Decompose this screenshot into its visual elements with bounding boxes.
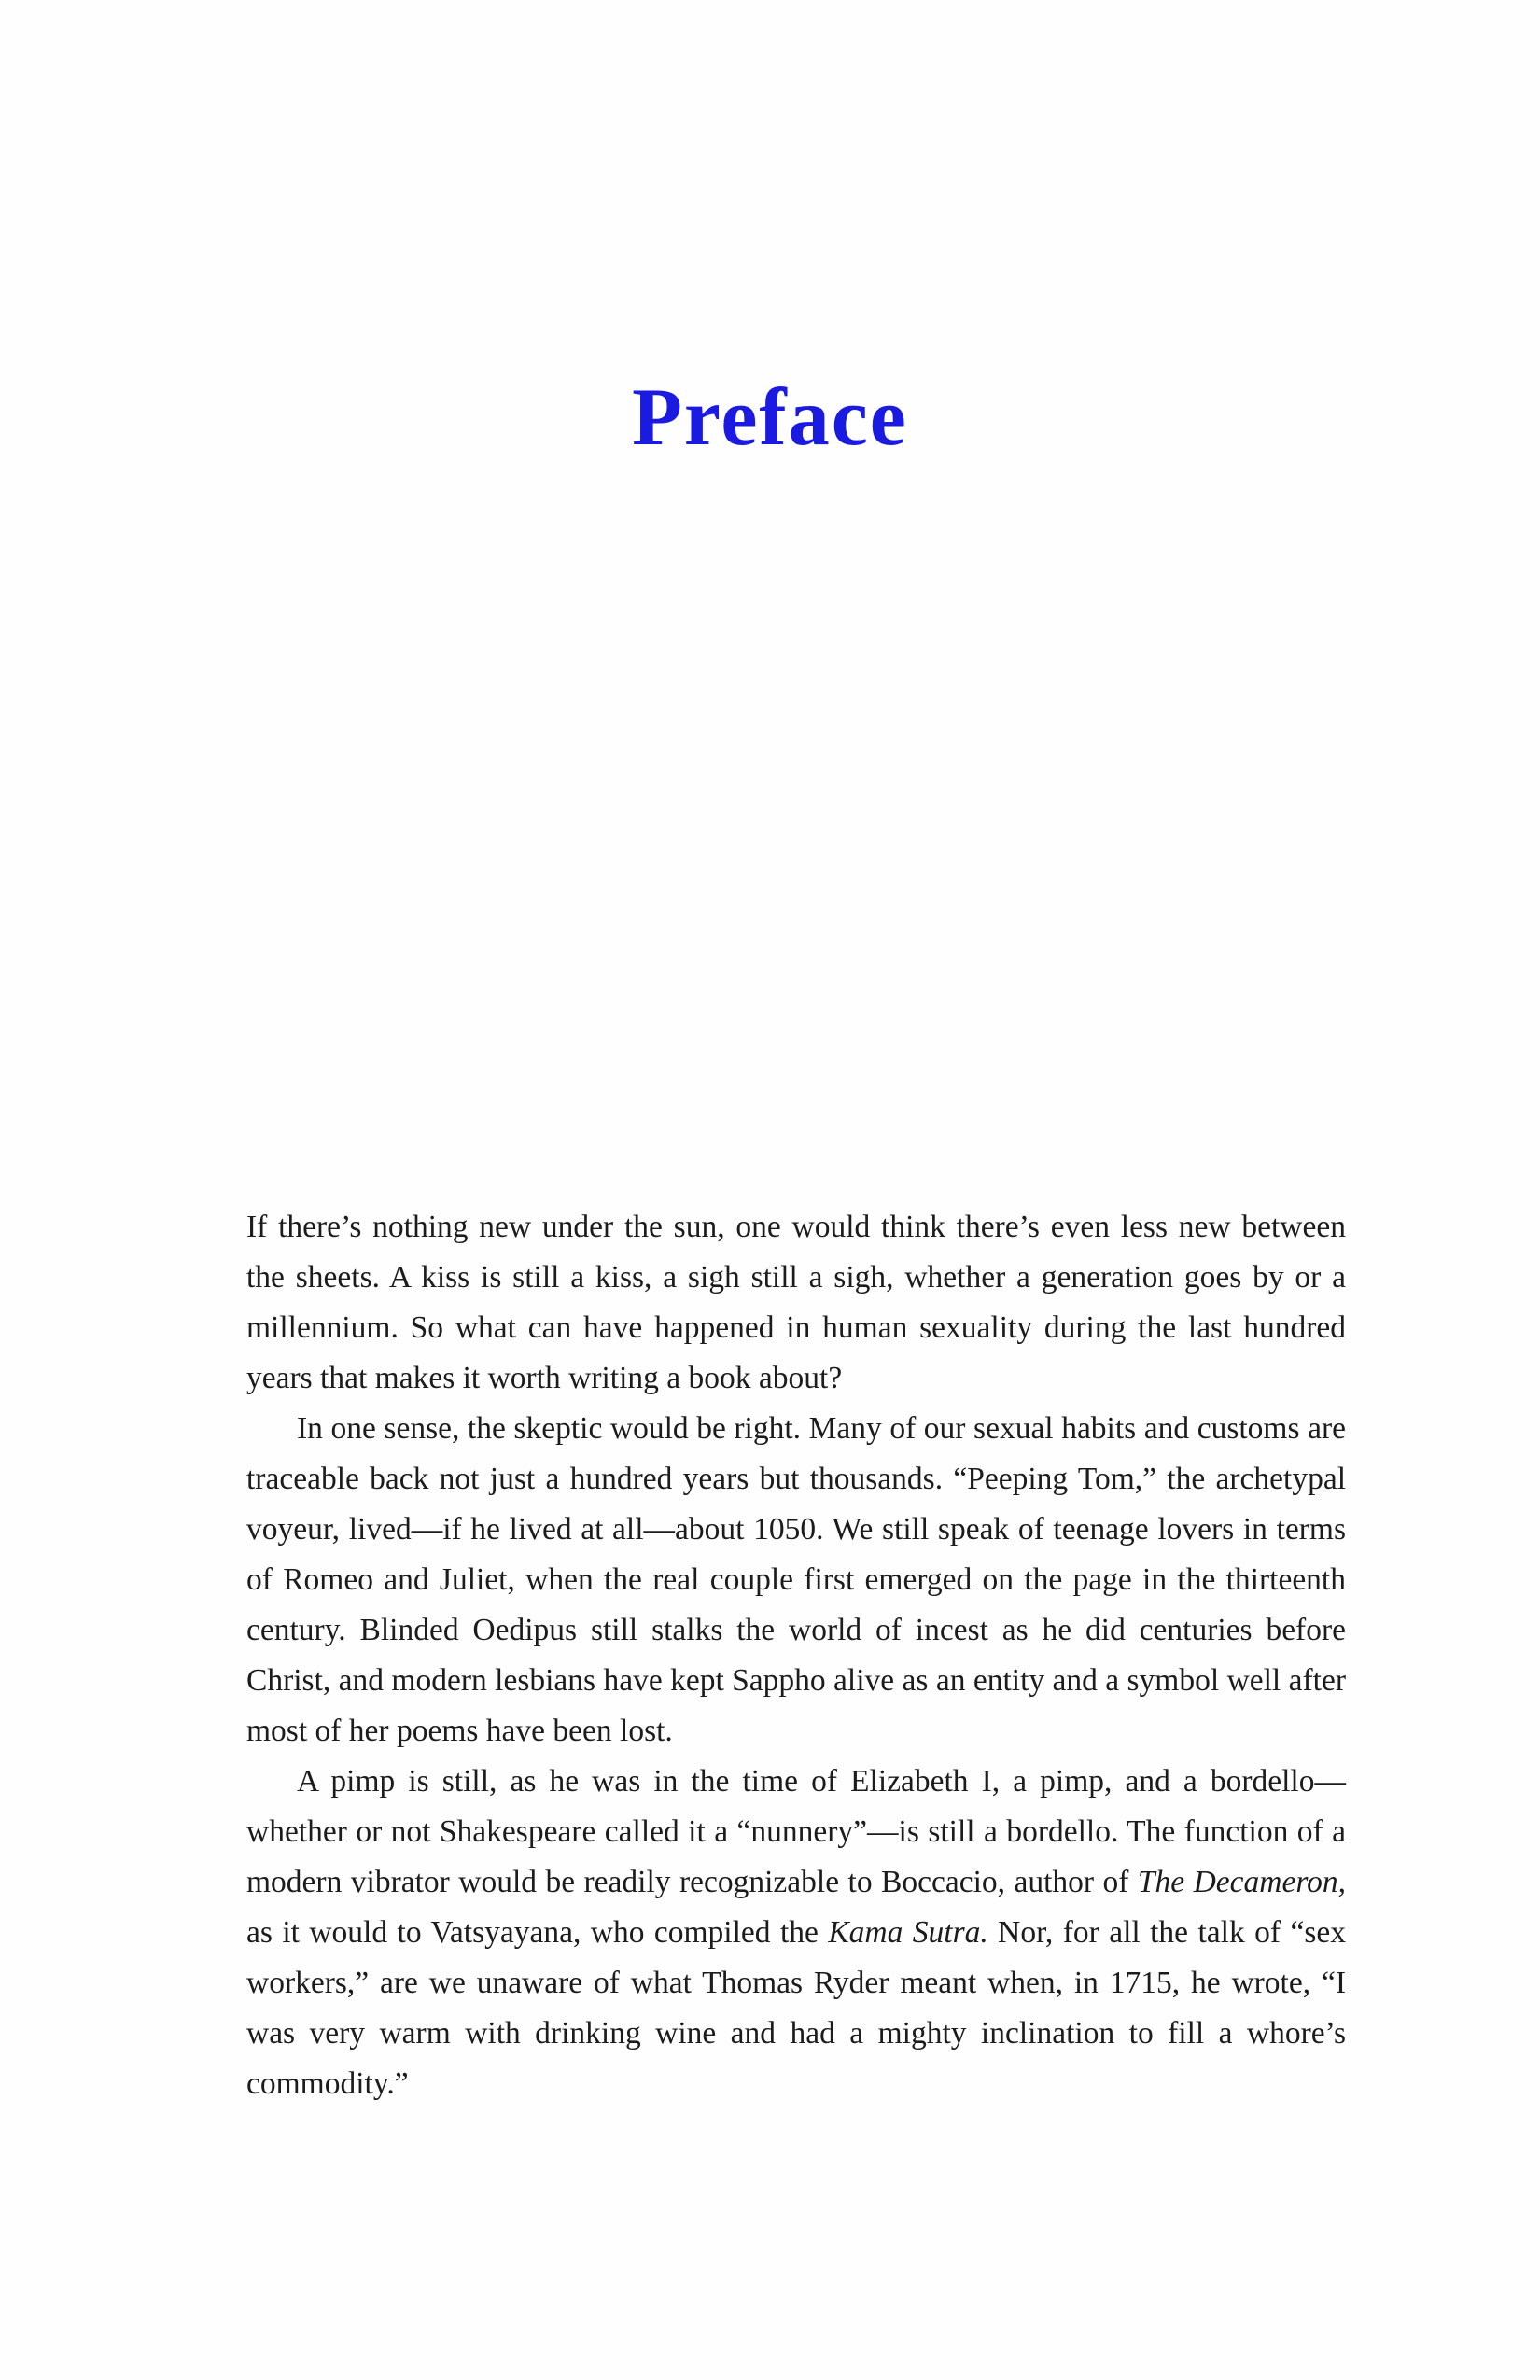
- paragraph-3-text-c: Nor, for all the talk of “sex workers,” are we unaware of what Thomas Ryder meant when, in 1715, he wrote, “I was very warm with drinking wine and had a mighty inclination to fill a whore’s commodity.”: [246, 1915, 1346, 2101]
- paragraph-3: [246, 1757, 1346, 2109]
- body-text: [246, 1202, 1346, 2109]
- book-title-kama-sutra: Kama Sutra.: [828, 1915, 988, 1950]
- paragraph-3-text-a: A pimp is still, as he was in the time of Elizabeth I, a pimp, and a bordello—whether or not Shakespeare called it a “nunnery”—is still a bordello. The function of a modern vibrator would be readily recognizable to Boccacio, author of: [246, 1764, 1346, 1899]
- paragraph-3-text-b: as it would to Vatsyayana, who compiled the: [246, 1915, 829, 1950]
- paragraph-2: In one sense, the skeptic would be right. Many of our sexual habits and customs are traceable back not just a hundred years but thousands. “Peeping Tom,” the archetypal voyeur, lived—if he lived at all—about 1050. We still speak of teenage lovers in terms of Romeo and Juliet, when the real couple first emerged on the page in the thirteenth century. Blinded Oedipus still stalks the world of incest as he did centuries before Christ, and modern lesbians have kept Sappho alive as an entity and a symbol well after most of her poems have been lost.: [246, 1411, 1346, 1748]
- book-title-decameron: The Decameron,: [1137, 1865, 1346, 1899]
- paragraph-1: If there’s nothing new under the sun, one would think there’s even less new between the sheets. A kiss is still a kiss, a sigh still a sigh, whether a generation goes by or a millennium. So what can have happened in human sexuality during the last hundred years that makes it worth writing a book about?: [246, 1210, 1346, 1395]
- chapter-title: Preface: [632, 372, 908, 463]
